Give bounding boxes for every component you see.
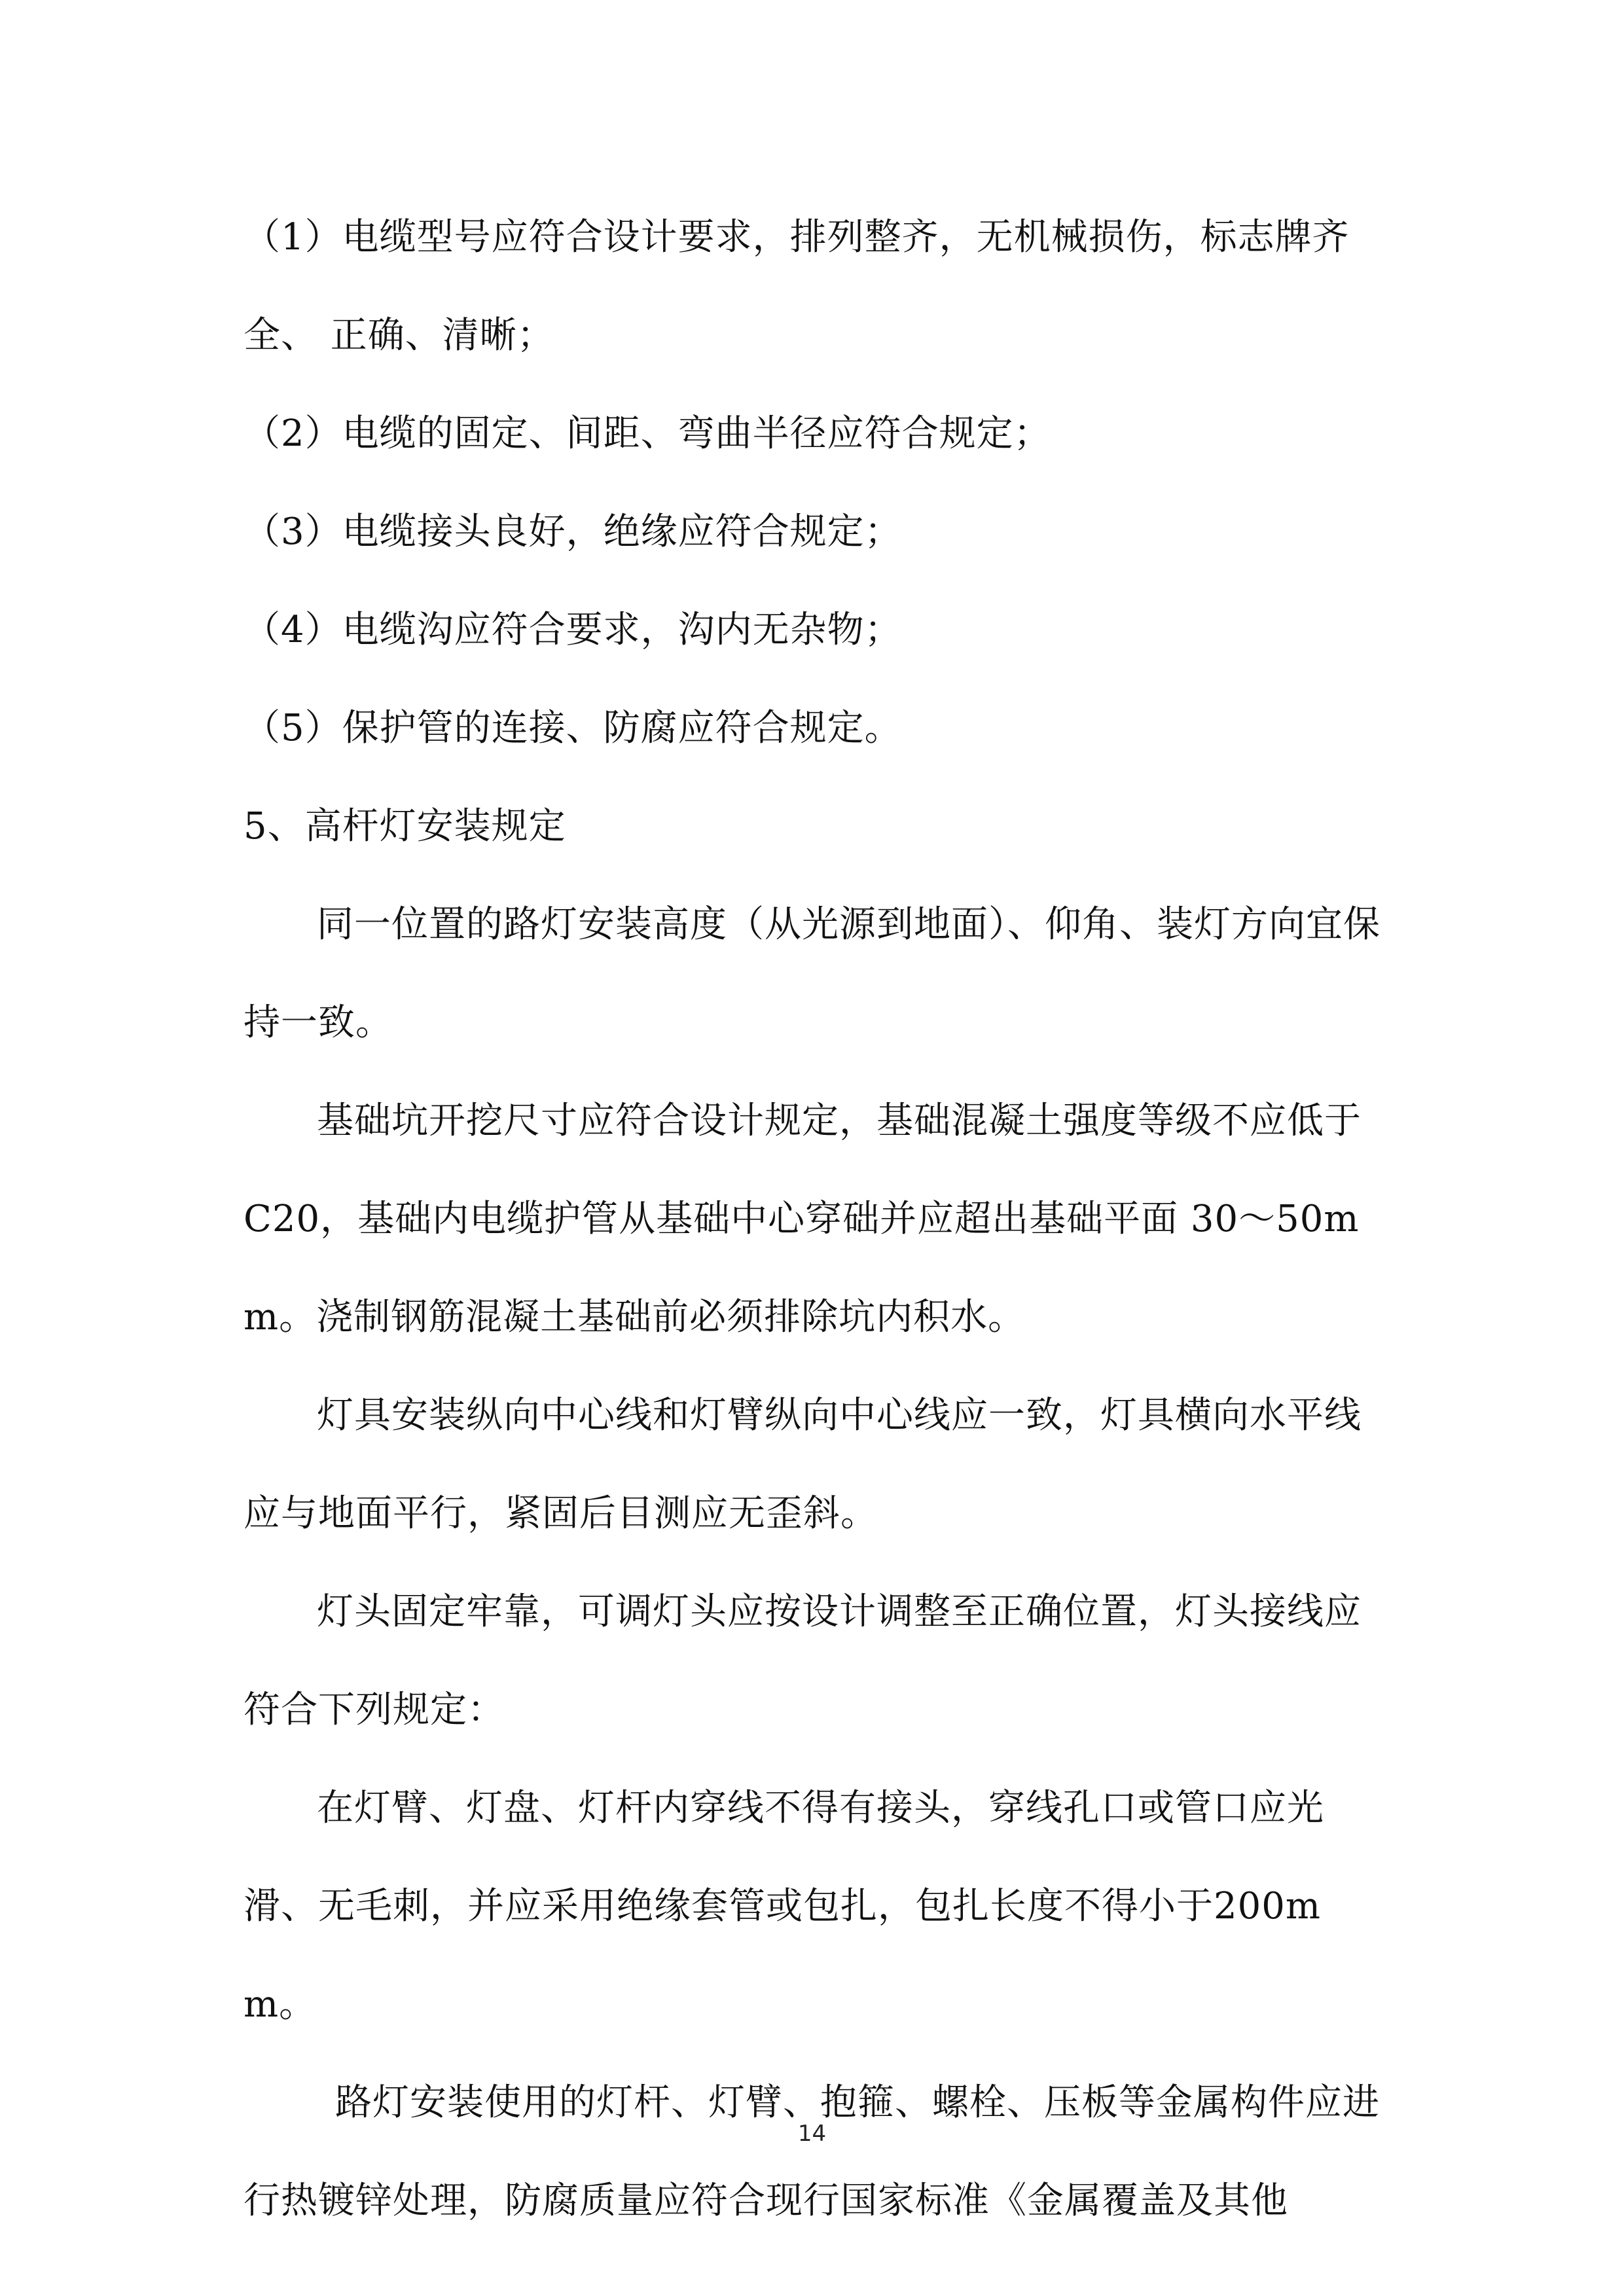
paragraph-lamp-height: 同一位置的路灯安装高度（从光源到地面）、仰角、装灯方向宜保持一致。 xyxy=(244,903,1380,1044)
list-item-1: （1）电缆型号应符合设计要求，排列整齐，无机械损伤，标志牌齐全、 正确、清晰； xyxy=(244,216,1350,357)
list-item-2: （2）电缆的固定、间距、弯曲半径应符合规定； xyxy=(244,412,1051,455)
document-body xyxy=(244,188,1382,2250)
paragraph-lamp-head: 灯头固定牢靠，可调灯头应按设计调整至正确位置，灯头接线应符合下列规定： xyxy=(244,1590,1362,1731)
paragraph-lamp-alignment: 灯具安装纵向中心线和灯臂纵向中心线应一致，灯具横向水平线应与地面平行，紧固后目测应无歪斜。 xyxy=(244,1394,1362,1535)
list-item-5: （5）保护管的连接、防腐应符合规定。 xyxy=(244,707,902,749)
paragraph-foundation: 基础坑开挖尺寸应符合设计规定，基础混凝土强度等级不应低于 C20，基础内电缆护管从基础中心穿础并应超出基础平面 30～50mm。浇制钢筋混凝土基础前必须排除坑内积水。 xyxy=(244,1100,1362,1338)
page-number: 14 xyxy=(797,2121,827,2147)
list-item-3: （3）电缆接头良好，绝缘应符合规定； xyxy=(244,511,902,553)
section-heading: 5、高杆灯安装规定 xyxy=(244,805,566,848)
paragraph-wiring: 在灯臂、灯盘、灯杆内穿线不得有接头，穿线孔口或管口应光滑、无毛刺，并应采用绝缘套管或包扎，包扎长度不得小于200mm。 xyxy=(244,1787,1324,2026)
list-item-4: （4）电缆沟应符合要求，沟内无杂物； xyxy=(244,609,902,651)
paragraph-galvanizing: 路灯安装使用的灯杆、灯臂、抱箍、螺栓、压板等金属构件应进行热镀锌处理，防腐质量应符合现行国家标准《金属覆盖及其他 xyxy=(244,2081,1380,2222)
